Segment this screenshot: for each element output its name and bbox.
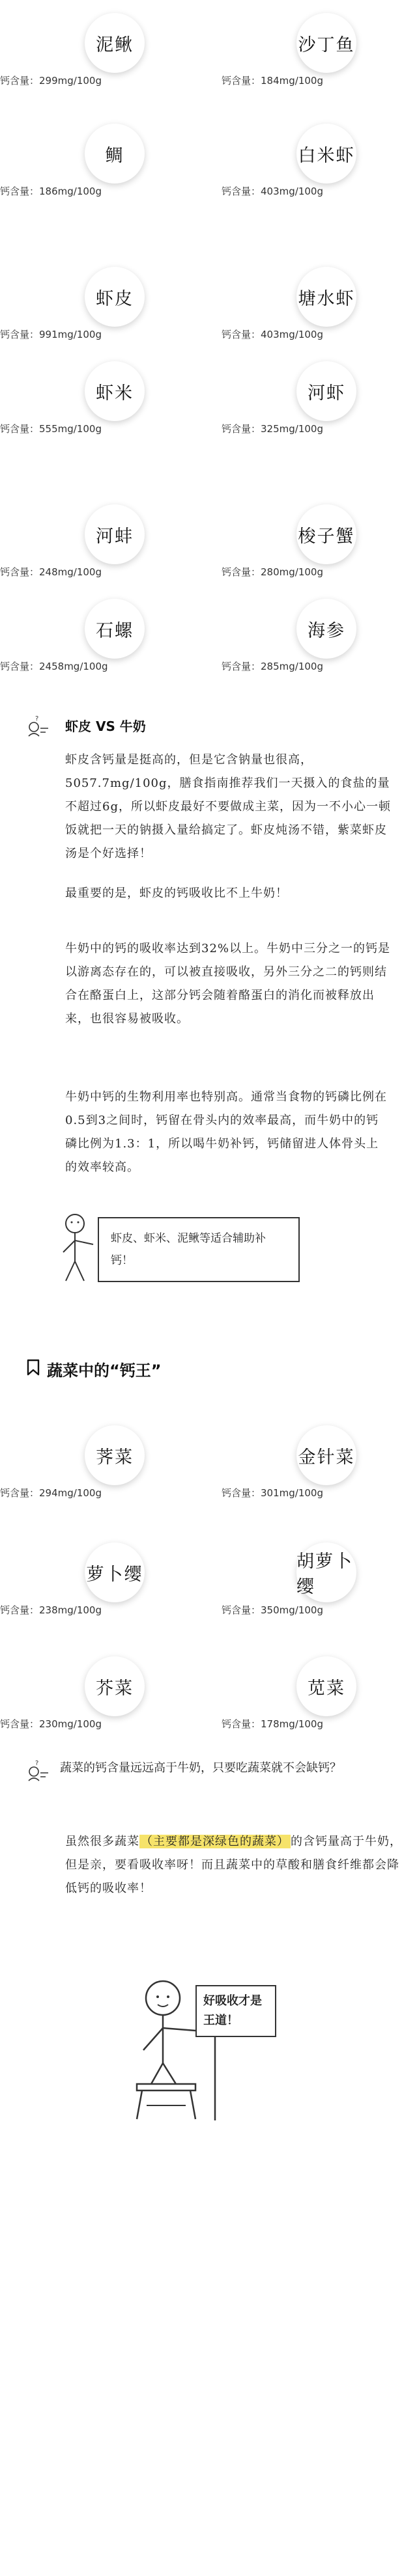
- highlighted-text: （主要都是深绿色的蔬菜）: [141, 1835, 289, 1848]
- svg-text:?: ?: [35, 1760, 39, 1767]
- svg-text:?: ?: [35, 715, 39, 722]
- calcium-amount: 钙含量：325mg/100g: [222, 423, 323, 435]
- food-card: [222, 491, 417, 582]
- paragraph: 最重要的是，虾皮的钙吸收比不上牛奶！: [65, 886, 288, 900]
- food-card: [222, 586, 417, 677]
- food-name-bubble: 荠菜: [85, 1425, 145, 1485]
- calcium-amount: 钙含量：301mg/100g: [222, 1487, 323, 1499]
- calcium-amount: 钙含量：230mg/100g: [0, 1718, 102, 1730]
- food-card: [0, 348, 195, 439]
- food-name-bubble: 白米虾: [296, 124, 356, 184]
- calcium-amount: 钙含量：285mg/100g: [222, 661, 323, 672]
- food-card: [0, 254, 195, 345]
- calcium-amount: 钙含量：350mg/100g: [222, 1604, 323, 1616]
- calcium-amount: 钙含量：178mg/100g: [222, 1718, 323, 1730]
- food-name-bubble: 鲷: [85, 124, 145, 184]
- calcium-amount: 钙含量：238mg/100g: [0, 1604, 102, 1616]
- food-name-bubble: 虾米: [85, 361, 145, 421]
- food-card: [0, 0, 195, 91]
- food-card: [0, 586, 195, 677]
- thinking-person-icon: [26, 713, 57, 739]
- stick-figure-icon: [55, 1211, 101, 1289]
- food-card: [222, 254, 417, 345]
- calcium-amount: 钙含量：294mg/100g: [0, 1487, 102, 1499]
- bookmark-icon: [26, 1359, 40, 1376]
- food-name-bubble: 萝卜缨: [85, 1542, 145, 1602]
- food-card: [222, 0, 417, 91]
- paragraph: [65, 1830, 404, 1900]
- question-text: 蔬菜的钙含量远远高于牛奶，只要吃蔬菜就不会缺钙？: [60, 1761, 341, 1775]
- calcium-amount: 钙含量：555mg/100g: [0, 423, 102, 435]
- calcium-amount: 钙含量：248mg/100g: [0, 566, 102, 578]
- food-name-bubble: 泥鳅: [85, 13, 145, 73]
- section-title: 蔬菜中的“钙王”: [47, 1362, 162, 1380]
- food-name-bubble: 河虾: [296, 361, 356, 421]
- calcium-amount: 钙含量：2458mg/100g: [0, 661, 108, 672]
- tip-note-text: 虾皮、虾米、泥鳅等适合辅助补钙！: [111, 1232, 266, 1267]
- calcium-amount: 钙含量：403mg/100g: [222, 185, 323, 197]
- food-card: [0, 1643, 195, 1734]
- thinking-person-icon: [26, 1757, 57, 1783]
- food-card: [222, 1529, 417, 1621]
- calcium-amount: 钙含量：991mg/100g: [0, 329, 102, 340]
- section-title: 虾皮 VS 牛奶: [65, 719, 146, 734]
- calcium-amount: 钙含量：186mg/100g: [0, 185, 102, 197]
- food-card: [222, 111, 417, 202]
- food-name-bubble: 金针菜: [296, 1425, 356, 1485]
- food-name-bubble: 胡萝卜缨: [296, 1542, 356, 1602]
- food-card: [0, 1529, 195, 1621]
- food-card: [222, 348, 417, 439]
- food-name-bubble: 塘水虾: [296, 267, 356, 327]
- food-name-bubble: 海参: [296, 599, 356, 659]
- calcium-amount: 钙含量：299mg/100g: [0, 75, 102, 87]
- calcium-amount: 钙含量：280mg/100g: [222, 566, 323, 578]
- food-name-bubble: 虾皮: [85, 267, 145, 327]
- food-card: [0, 1412, 195, 1503]
- sign-text: 好吸收才是王道！: [203, 1994, 262, 2027]
- paragraph: 虾皮含钙量是挺高的，但是它含钠量也很高，5057.7mg/100g，膳食指南推荐我们一天摄入的食盐的量不超过6g，所以虾皮最好不要做成主菜，因为一不小心一顿饭就把一天的钠摄入量给搞定了。虾皮炖汤不错，紫菜虾皮汤是个好选择！: [65, 753, 391, 860]
- food-name-bubble: 芥菜: [85, 1656, 145, 1716]
- paragraph: 牛奶中的钙的吸收率达到32%以上。牛奶中三分之一的钙是以游离态存在的，可以被直接吸收，另外三分之二的钙则结合在酪蛋白上，这部分钙会随着酪蛋白的消化而被释放出来，也很容易被吸收。: [65, 942, 391, 1026]
- calcium-amount: 钙含量：184mg/100g: [222, 75, 323, 87]
- tip-note: [98, 1217, 300, 1282]
- sign-board: [195, 1985, 276, 2037]
- paragraph-text: 的含钙量高于牛奶，但是亲，要看吸收率呀！而且蔬菜中的草酸和膳食纤维都会降低钙的吸收率！: [65, 1835, 402, 1895]
- food-name-bubble: 石螺: [85, 599, 145, 659]
- food-card: [0, 111, 195, 202]
- food-card: [222, 1412, 417, 1503]
- food-name-bubble: 苋菜: [296, 1656, 356, 1716]
- food-card: [0, 491, 195, 582]
- food-name-bubble: 河蚌: [85, 504, 145, 564]
- food-name-bubble: 梭子蟹: [296, 504, 356, 564]
- paragraph-text: 虽然很多蔬菜: [65, 1835, 139, 1848]
- food-name-bubble: 沙丁鱼: [296, 13, 356, 73]
- paragraph: 牛奶中钙的生物利用率也特别高。通常当食物的钙磷比例在0.5到3之间时，钙留在骨头内的效率最高，而牛奶中的钙磷比例为1.3：1，所以喝牛奶补钙，钙储留进人体骨头上的效率较高。: [65, 1090, 387, 1174]
- calcium-amount: 钙含量：403mg/100g: [222, 329, 323, 340]
- food-card: [222, 1643, 417, 1734]
